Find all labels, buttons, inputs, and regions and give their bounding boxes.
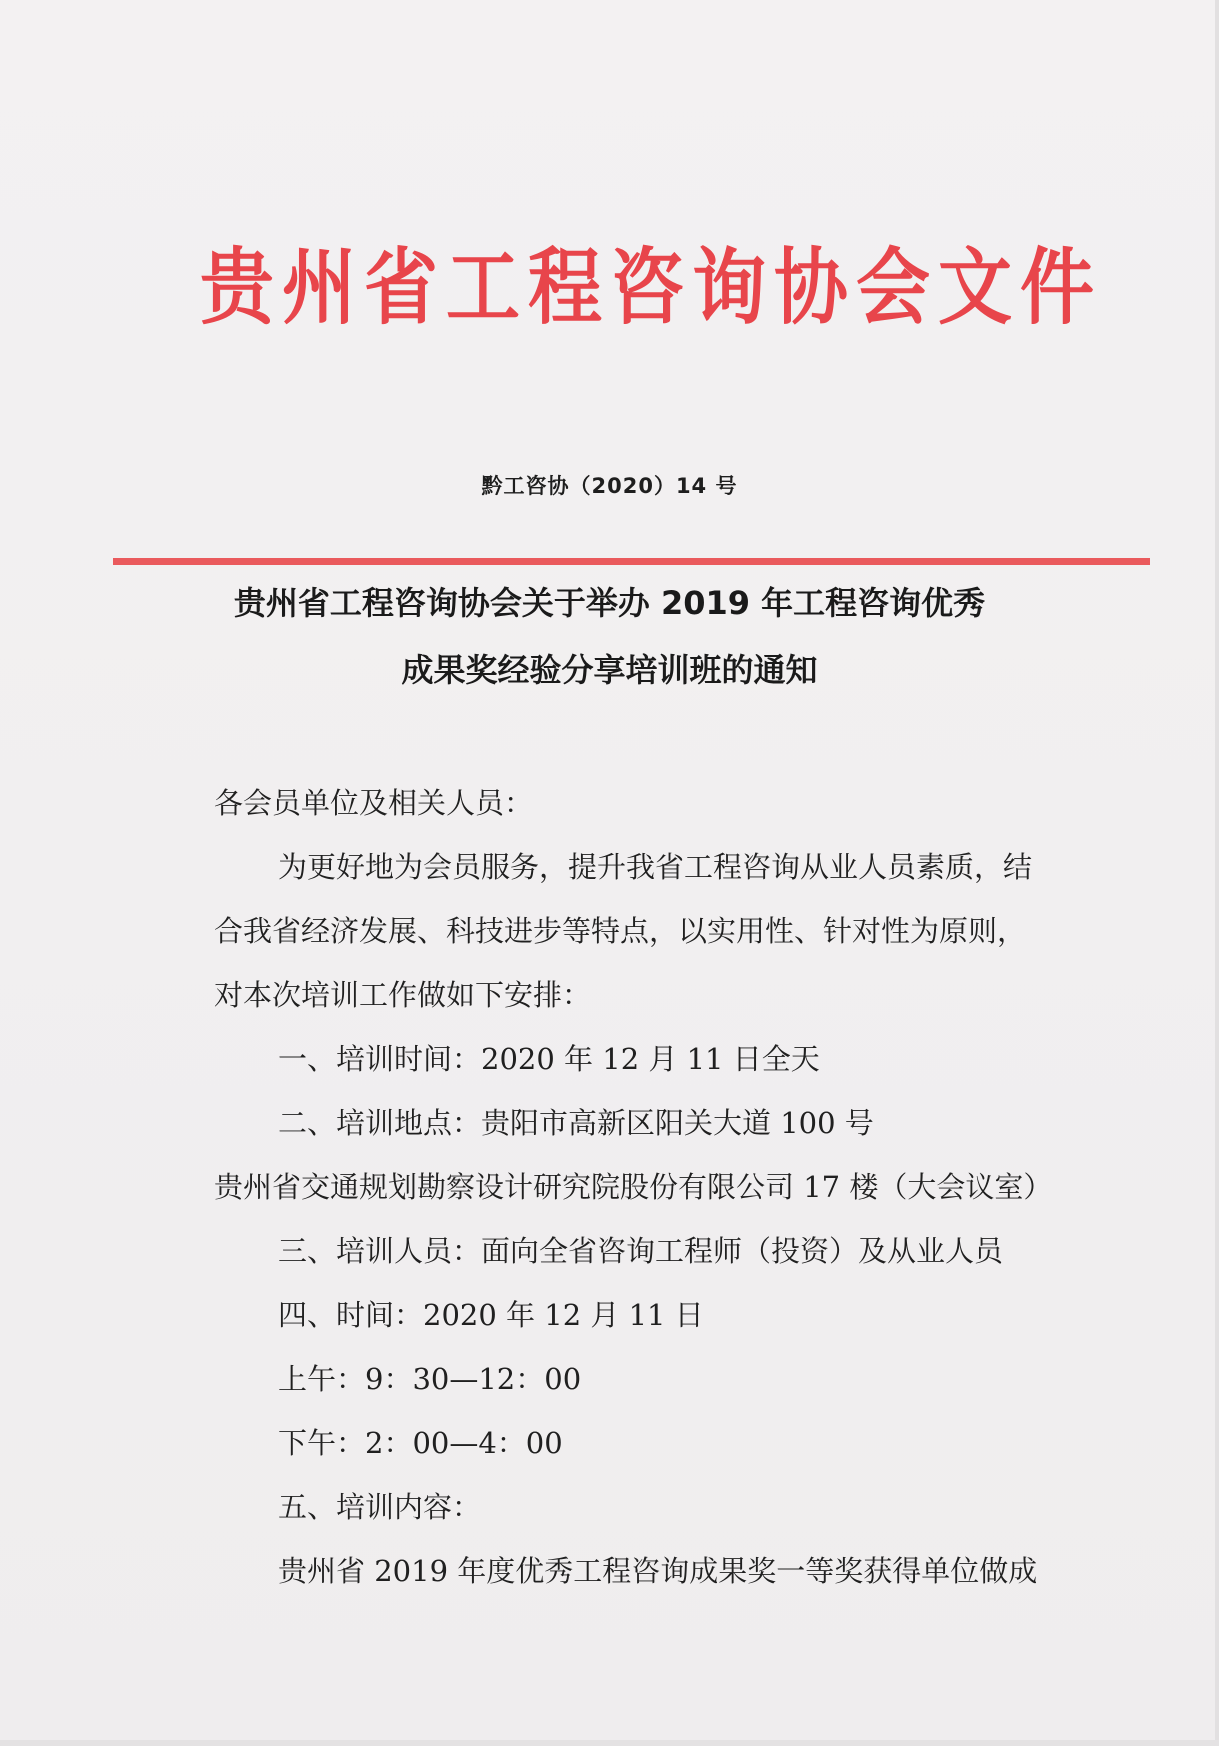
item-training-time: 一、培训时间：2020 年 12 月 11 日全天 [278,1042,820,1076]
item-schedule-date: 四、时间：2020 年 12 月 11 日 [278,1298,704,1332]
intro-line-2: 合我省经济发展、科技进步等特点，以实用性、针对性为原则， [214,914,1027,948]
item-schedule-morning: 上午：9：30—12：00 [278,1362,582,1396]
issuer-red-heading: 贵州省工程咨询协会文件 [200,239,1102,337]
item-training-location-detail: 贵州省交通规划勘察设计研究院股份有限公司 17 楼（大会议室） [214,1170,1053,1204]
document-number: 黔工咨协（2020）14 号 [481,474,738,498]
intro-line-3: 对本次培训工作做如下安排： [214,978,592,1012]
item-schedule-afternoon: 下午：2：00—4：00 [278,1426,563,1460]
item-training-location: 二、培训地点：贵阳市高新区阳关大道 100 号 [278,1106,874,1140]
item-training-content-detail: 贵州省 2019 年度优秀工程咨询成果奖一等奖获得单位做成 [278,1554,1038,1588]
red-divider-rule [113,558,1150,565]
intro-line-1: 为更好地为会员服务，提升我省工程咨询从业人员素质，结 [278,850,1033,884]
salutation: 各会员单位及相关人员： [214,786,534,820]
notice-title-line-1: 贵州省工程咨询协会关于举办 2019 年工程咨询优秀 [233,584,986,622]
notice-title-line-2: 成果奖经验分享培训班的通知 [401,651,818,689]
item-training-participants: 三、培训人员：面向全省咨询工程师（投资）及从业人员 [278,1234,1004,1268]
scan-edge-bottom [0,1740,1219,1746]
item-training-content: 五、培训内容： [278,1490,482,1524]
scan-edge [1215,0,1219,1746]
